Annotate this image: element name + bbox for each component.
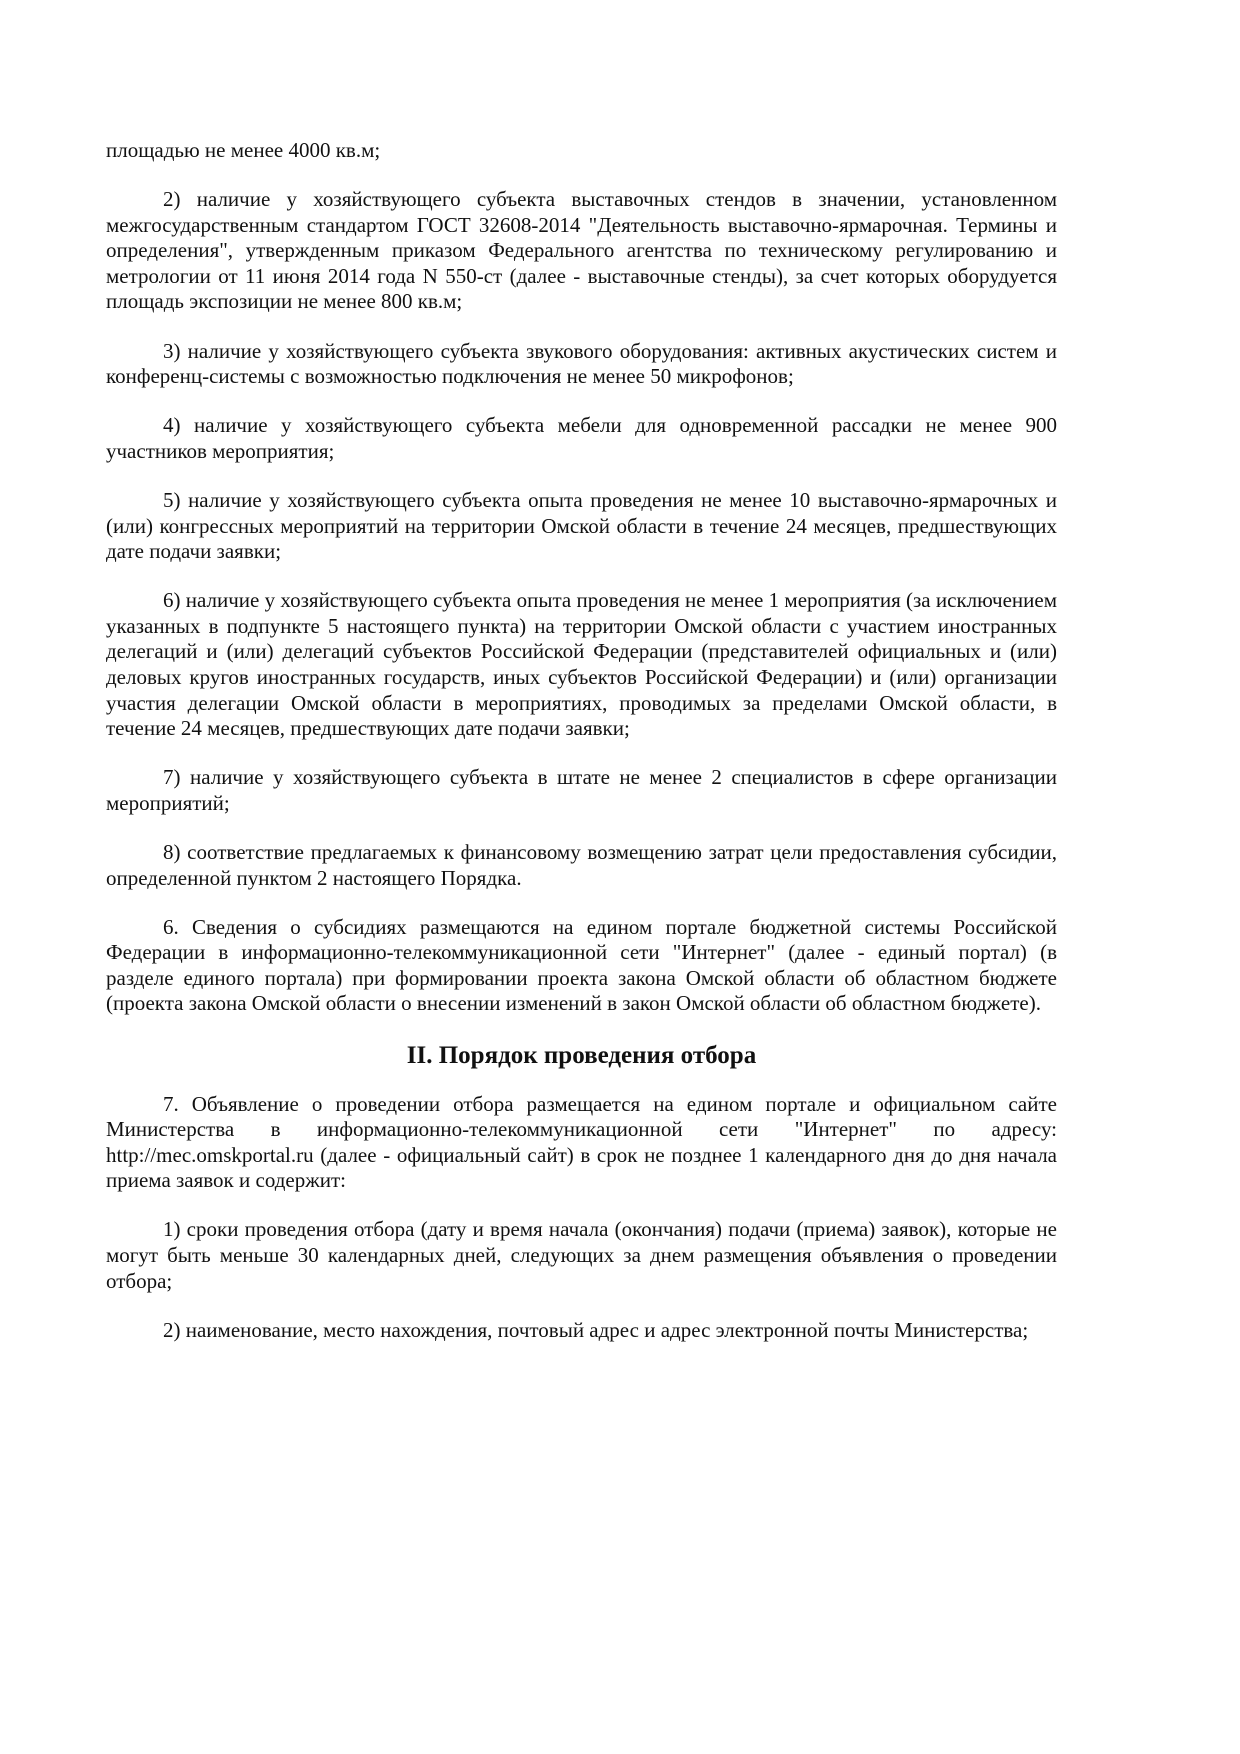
document-page [106,138,1057,1367]
paragraph-item-4-furniture: 4) наличие у хозяйствующего субъекта мебели для одновременной рассадки не менее 900 участников мероприятия; [106,413,1057,463]
paragraph-area-continuation: площадью не менее 4000 кв.м; [106,138,381,162]
paragraph-item-7-staff: 7) наличие у хозяйствующего субъекта в штате не менее 2 специалистов в сфере организации мероприятий; [106,765,1057,815]
paragraph-item-3-sound-equipment: 3) наличие у хозяйствующего субъекта звукового оборудования: активных акустических систем и конференц-системы с возможностью подключения не менее 50 микрофонов; [106,338,1057,389]
section-heading: II. Порядок проведения отбора [406,1041,757,1069]
paragraph-item-2-exhibition-stands: 2) наличие у хозяйствующего субъекта выставочных стендов в значении, установленном межгосударственным стандартом ГОСТ 32608-2014 "Деятельность выставочно-ярмарочная. Термины и определения", утвержденным приказом Федерального агентства по техническому регулированию и метрологии от 11 июня 2014 года N 550-ст (далее - выставочные стенды), за счет которых оборудуется площадь экспозиции не менее 800 кв.м; [106,187,1057,314]
paragraph-subitem-2-ministry-address: 2) наименование, место нахождения, почтовый адрес и адрес электронной почты Министерства; [163,1317,1029,1342]
paragraph-subitem-1-deadlines: 1) сроки проведения отбора (дату и время начала (окончания) подачи (приема) заявок), которые не могут быть меньше 30 календарных дней, следующих за днем размещения объявления о проведении отбора; [106,1217,1057,1293]
paragraph-clause-7-announcement: 7. Объявление о проведении отбора размещается на едином портале и официальном сайте Министерства в информационно-телекоммуникационной сети "Интернет" по адресу: http://mec.omskportal.ru (далее - официальный сайт) в срок не позднее 1 календарного дня до дня начала приема заявок и содержит: [106,1091,1057,1193]
paragraph-item-8-compliance: 8) соответствие предлагаемых к финансовому возмещению затрат цели предоставления субсидии, определенной пунктом 2 настоящего Порядка. [106,839,1057,890]
paragraph-item-6-delegations: 6) наличие у хозяйствующего субъекта опыта проведения не менее 1 мероприятия (за исключением указанных в подпункте 5 настоящего пункта) на территории Омской области с участием иностранных делегаций и (или) делегаций субъектов Российской Федерации (представителей официальных и (или) деловых кругов иностранных государств, иных субъектов Российской Федерации) и (или) организации участия делегации Омской области в мероприятиях, проводимых за пределами Омской области, в течение 24 месяцев, предшествующих дате подачи заявки; [106,588,1057,741]
paragraph-item-5-experience: 5) наличие у хозяйствующего субъекта опыта проведения не менее 10 выставочно-ярмарочных и (или) конгрессных мероприятий на территории Омской области в течение 24 месяцев, предшествующих дате подачи заявки; [106,487,1057,564]
paragraph-clause-6-subsidy-info: 6. Сведения о субсидиях размещаются на едином портале бюджетной системы Российской Федерации в информационно-телекоммуникационной сети "Интернет" (далее - единый портал) (в разделе единого портала) при формировании проекта закона Омской области об областном бюджете (проекта закона Омской области о внесении изменений в закон Омской области об областном бюджете). [106,914,1057,1016]
